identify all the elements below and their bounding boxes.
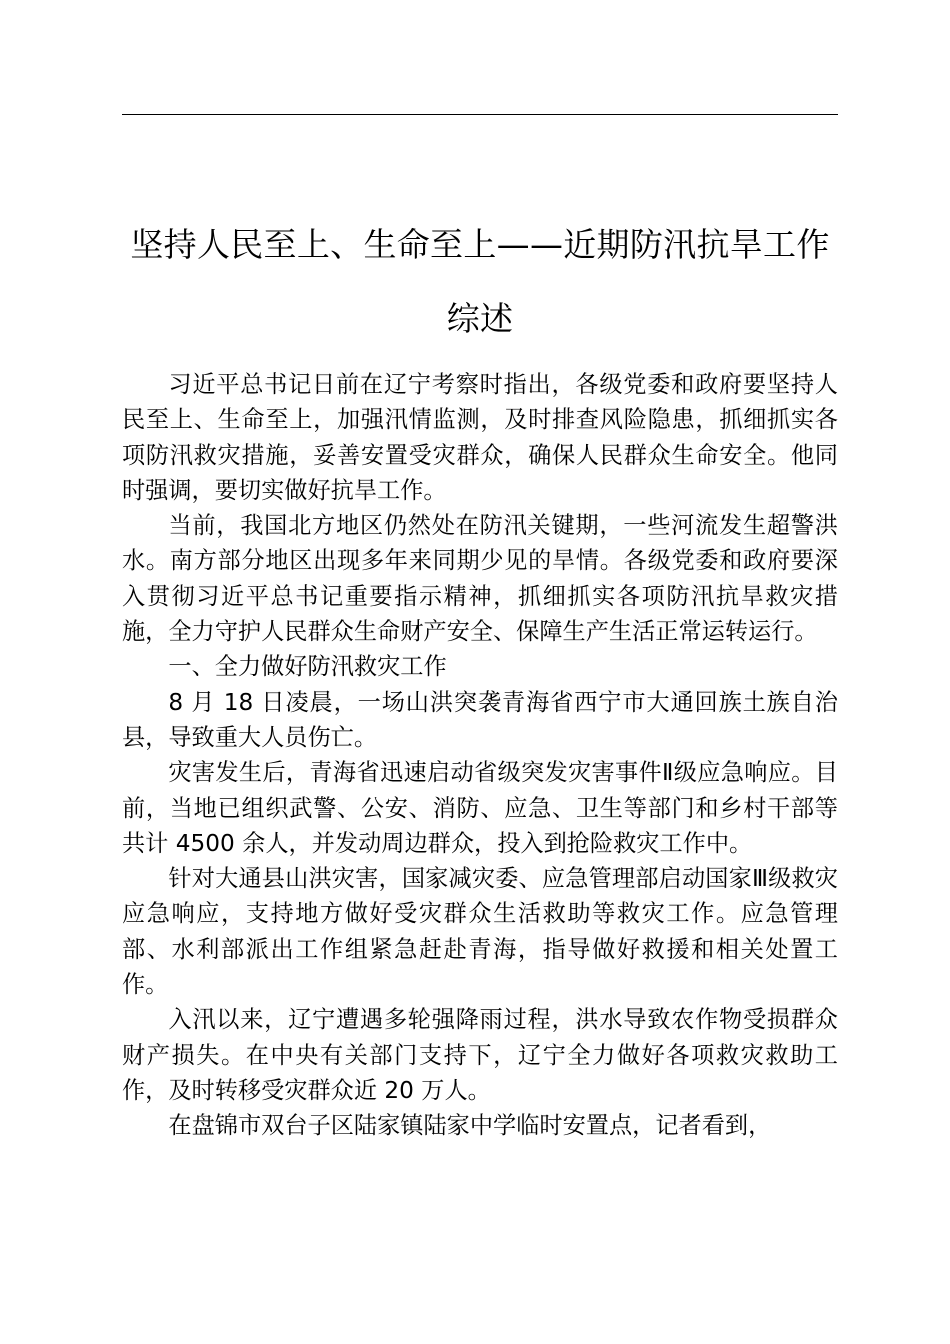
document-title: 坚持人民至上、生命至上——近期防汛抗旱工作综述 [130, 225, 830, 338]
header-rule [122, 114, 838, 115]
paragraph: 针对大通县山洪灾害，国家减灾委、应急管理部启动国家Ⅲ级救灾应急响应，支持地方做好受灾群众生活救助等救灾工作。应急管理部、水利部派出工作组紧急赶赴青海，指导做好救援和相关处置工作。 [122, 865, 838, 999]
paragraph: 当前，我国北方地区仍然处在防汛关键期，一些河流发生超警洪水。南方部分地区出现多年来同期少见的旱情。各级党委和政府要深入贯彻习近平总书记重要指示精神，抓细抓实各项防汛抗旱救灾措施，全力守护人民群众生命财产安全、保障生产生活正常运转运行。 [122, 512, 838, 646]
paragraph: 入汛以来，辽宁遭遇多轮强降雨过程，洪水导致农作物受损群众财产损失。在中央有关部门支持下，辽宁全力做好各项救灾救助工作，及时转移受灾群众近 20 万人。 [122, 1006, 838, 1104]
paragraph: 灾害发生后，青海省迅速启动省级突发灾害事件Ⅱ级应急响应。目前，当地已组织武警、公安、消防、应急、卫生等部门和乡村干部等共计 4500 余人，并发动周边群众，投入到抢险救灾工作中。 [122, 759, 838, 857]
paragraph: 在盘锦市双台子区陆家镇陆家中学临时安置点，记者看到， [168, 1112, 772, 1140]
section-heading: 一、全力做好防汛救灾工作 [168, 653, 447, 681]
paragraph: 习近平总书记日前在辽宁考察时指出，各级党委和政府要坚持人民至上、生命至上，加强汛情监测，及时排查风险隐患，抓细抓实各项防汛救灾措施，妥善安置受灾群众，确保人民群众生命安全。他同时强调，要切实做好抗旱工作。 [122, 371, 838, 504]
paragraph: 8 月 18 日凌晨，一场山洪突袭青海省西宁市大通回族土族自治县，导致重大人员伤亡。 [122, 688, 838, 751]
document-body [122, 367, 838, 1144]
